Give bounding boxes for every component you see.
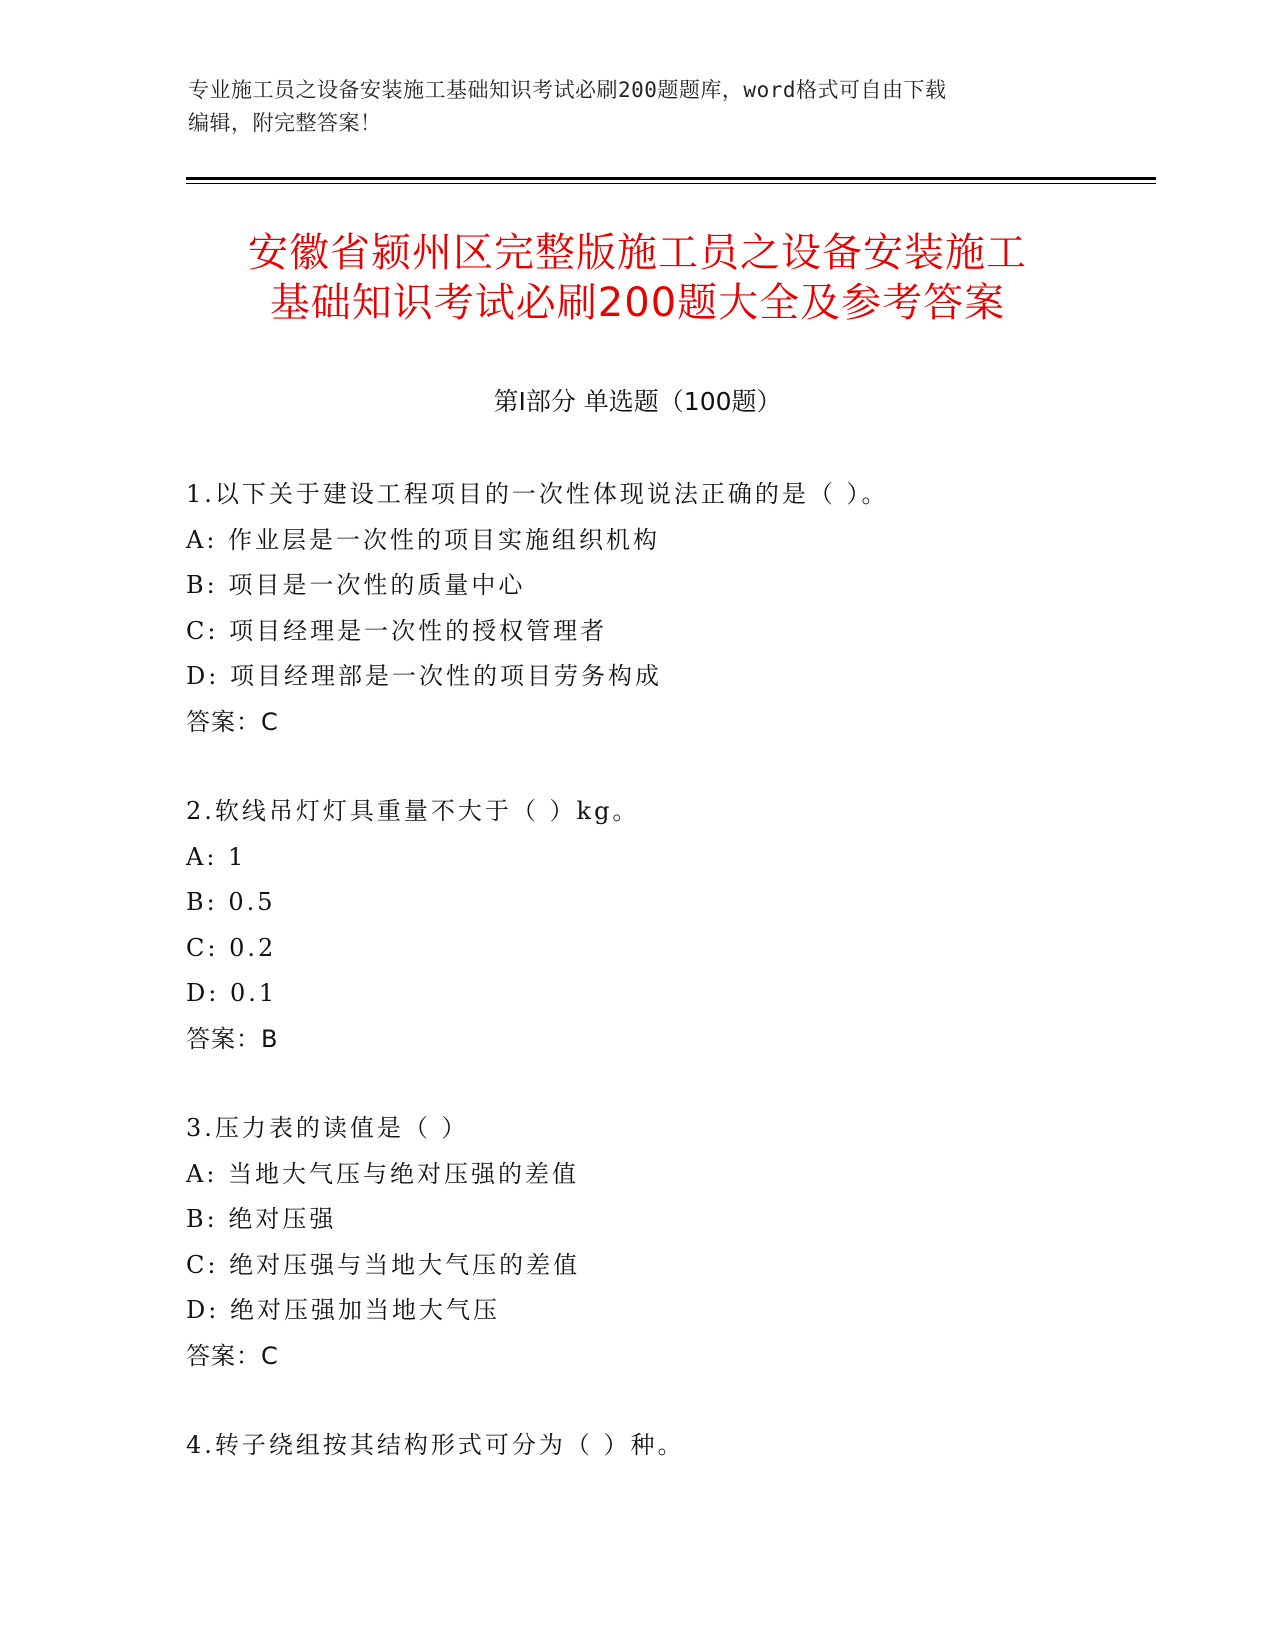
- answer: 答案：B: [186, 1024, 279, 1053]
- option-a: A: 当地大气压与绝对压强的差值: [186, 1159, 580, 1188]
- option-b: B: 0.5: [186, 888, 276, 916]
- question-2: [186, 789, 1146, 1062]
- option-c: C: 0.2: [186, 933, 277, 962]
- option-b: B: 绝对压强: [186, 1205, 337, 1233]
- question-stem: 4.转子绕组按其结构形式可分为（ ）种。: [186, 1431, 685, 1459]
- header-note: [188, 74, 1088, 140]
- question-stem: 2.软线吊灯灯具重量不大于（ ）kg。: [186, 797, 640, 825]
- option-a: A: 作业层是一次性的项目实施组织机构: [186, 525, 661, 554]
- answer: 答案：C: [186, 1341, 279, 1370]
- header-rule-thin: [186, 183, 1156, 184]
- option-d: D: 项目经理部是一次性的项目劳务构成: [186, 662, 662, 690]
- option-d: D: 绝对压强加当地大气压: [186, 1296, 500, 1324]
- option-c: C: 项目经理是一次性的授权管理者: [186, 616, 608, 645]
- section-title: 第Ⅰ部分 单选题（100题）: [493, 387, 782, 416]
- option-d: D: 0.1: [186, 979, 278, 1007]
- document-title: [150, 228, 1125, 328]
- header-rule-thick: [186, 177, 1156, 180]
- option-a: A: 1: [186, 842, 247, 871]
- document-title-line-2: 基础知识考试必刷200题大全及参考答案: [269, 280, 1006, 326]
- question-stem: 3.压力表的读值是（ ）: [186, 1114, 469, 1142]
- answer: 答案：C: [186, 707, 279, 736]
- header-note-line-1: 专业施工员之设备安装施工基础知识考试必刷200题题库，word格式可自由下载: [188, 78, 947, 102]
- header-note-line-2: 编辑，附完整答案！: [188, 111, 382, 135]
- question-stem: 1.以下关于建设工程项目的一次性体现说法正确的是（ ）。: [186, 480, 889, 508]
- question-1: [186, 472, 1146, 745]
- question-list: [186, 472, 1146, 1513]
- option-c: C: 绝对压强与当地大气压的差值: [186, 1250, 581, 1279]
- question-3: [186, 1106, 1146, 1379]
- document-title-line-1: 安徽省颍州区完整版施工员之设备安装施工: [248, 230, 1027, 276]
- option-b: B: 项目是一次性的质量中心: [186, 571, 526, 599]
- question-4: [186, 1423, 1146, 1469]
